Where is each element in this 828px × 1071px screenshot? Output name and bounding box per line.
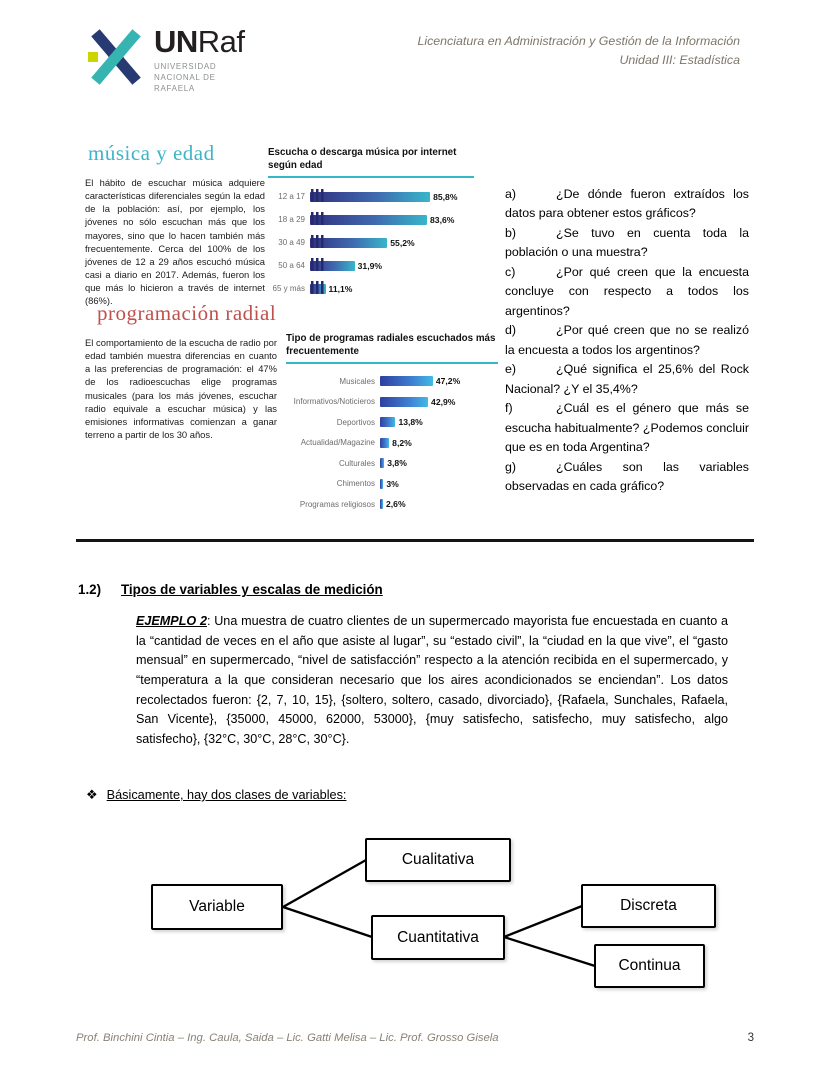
bar-row [268, 254, 474, 277]
diagram-box-cuantitativa: Cuantitativa [371, 915, 505, 960]
radio-section-heading: programación radial [97, 301, 277, 325]
bar-track [310, 284, 450, 294]
question-text: ¿Por qué creen que no se realizó la encuesta a todos los argentinos? [505, 323, 749, 357]
bar-category-label: Programas religiosos [299, 499, 375, 509]
ejemplo-label: EJEMPLO 2 [136, 614, 207, 628]
bar-row [268, 277, 474, 300]
bar-value-label: 47,2% [435, 376, 461, 387]
bar-track [380, 479, 492, 489]
bar-row [286, 474, 498, 495]
section-title: Tipos de variables y escalas de medición [121, 582, 383, 597]
ejemplo-2-paragraph [136, 612, 728, 749]
bar-track [380, 499, 492, 509]
music-chart-bars [268, 185, 474, 300]
diamond-bullet-icon: ❖ [86, 787, 98, 802]
course-name: Licenciatura en Administración y Gestión de la Información [417, 34, 740, 48]
logo-wordmark [154, 26, 245, 57]
question-item [505, 321, 749, 360]
bar-row [286, 433, 498, 454]
question-text: ¿Por qué creen que la encuesta concluye con respecto a todos los argentinos? [505, 264, 749, 318]
question-item [505, 185, 749, 224]
bar-track [380, 397, 492, 407]
logo-text-block [154, 26, 245, 94]
bar-row [286, 412, 498, 433]
bar [310, 192, 430, 202]
question-text: ¿Qué significa el 25,6% del Rock Nacional? ¿Y el 35,4%? [505, 362, 749, 396]
bar-track [380, 458, 492, 468]
unraf-logo-block [86, 26, 245, 94]
ejemplo-body: : Una muestra de cuatro clientes de un supermercado mayorista fue encuestada en cuanto a la “cantidad de veces en el año que asiste al lugar”, su “estado civil”, la “ciudad en la que vive”, el “gasto mensual” en supermercado, “nivel de satisfacción” respecto a la atención recibida en el supermercado, y “temperatura a la que consideran necesario que los aires acondicionados se enciendan”. Los datos recolectados fueron: {2, 7, 10, 15}, {soltero, soltero, casado, divorciado}, {Rafaela, Sunchales, Rafaela, San Vicente}, {35000, 45000, 62000, 53000}, {muy satisfecho, satisfecho, muy satisfecho, algo satisfecho}, {32°C, 30°C, 28°C, 30°C}. [136, 614, 728, 746]
bar-value-label: 2,6% [386, 499, 406, 510]
bar [310, 215, 427, 225]
diagram-box-cualitativa: Cualitativa [365, 838, 511, 882]
radio-chart-title: Tipo de programas radiales escuchados más frecuentemente [286, 333, 498, 364]
bar-track [310, 261, 450, 271]
bar-category-label: 12 a 17 [278, 192, 305, 202]
question-text: ¿Cuáles son las variables observadas en cada gráfico? [505, 459, 749, 494]
bar [310, 261, 355, 271]
questions-list [505, 185, 749, 497]
bar-category-label: Informativos/Noticieros [293, 397, 375, 407]
bar [380, 438, 389, 448]
bar-category-label: 65 y más [272, 284, 305, 294]
logo-subtitle-line: NACIONAL DE [154, 72, 216, 82]
logo-subtitle-line: UNIVERSIDAD [154, 62, 217, 71]
bar [380, 397, 428, 407]
question-text: ¿Cuál es el género que más se escucha habitualmente? ¿Podemos concluir que es en toda Argentina? [505, 401, 749, 455]
section-number: 1.2) [78, 582, 102, 597]
section-1-2-heading [78, 582, 383, 597]
question-letter: e) [505, 362, 517, 377]
bar-row [286, 453, 498, 474]
logo-wordmark-light: Raf [197, 24, 245, 59]
music-chart-title: Escucha o descarga música por internet según edad [268, 147, 474, 178]
diagram-box-variable: Variable [151, 884, 283, 930]
section-divider [76, 539, 754, 542]
bar [380, 376, 433, 386]
bar [310, 238, 387, 248]
question-letter: f) [505, 401, 513, 416]
question-text: ¿De dónde fueron extraídos los datos para obtener estos gráficos? [505, 187, 749, 221]
bar-value-label: 3,8% [387, 458, 407, 469]
header-course-info [417, 32, 740, 70]
question-item [505, 224, 749, 263]
bar-category-label: Culturales [338, 458, 375, 468]
bar-track [380, 438, 492, 448]
bar-track [380, 417, 492, 427]
bar-category-label: 50 a 64 [278, 261, 305, 271]
radio-programs-chart [286, 333, 498, 515]
page-number: 3 [747, 1032, 754, 1044]
logo-subtitle [154, 62, 245, 94]
question-letter: d) [505, 323, 517, 338]
bar-row [268, 231, 474, 254]
bar-value-label: 8,2% [392, 437, 412, 448]
bar-row [286, 371, 498, 392]
bar-value-label: 42,9% [431, 396, 456, 407]
bar-row [268, 208, 474, 231]
question-letter: a) [505, 187, 517, 201]
bar-row [268, 185, 474, 208]
bar-value-label: 3% [386, 478, 399, 489]
bar-category-label: Deportivos [336, 417, 375, 427]
bar-value-label: 11,1% [328, 283, 353, 294]
bar-value-label: 55,2% [390, 237, 415, 248]
unit-name: Unidad III: Estadística [619, 53, 740, 68]
bar-track [310, 214, 455, 225]
radio-section-paragraph: El comportamiento de la escucha de radio por edad también muestra diferencias en cuanto a las preferencias de programación: el 47% de los radioescuchas elige programas musicales (para los más jóvenes, escuchar radio equivale a escuchar música) y las emisiones informativas comienzan a ganar terreno a partir de los 30 años. [85, 337, 277, 441]
bar-row [286, 392, 498, 413]
bar [380, 458, 384, 468]
question-item [505, 399, 749, 457]
question-item [505, 360, 749, 399]
question-item [505, 458, 749, 497]
bar [380, 479, 383, 489]
bar-category-label: 30 a 49 [278, 238, 305, 248]
question-letter: g) [505, 459, 517, 474]
question-item [505, 263, 749, 321]
logo-subtitle-line: RAFAELA [154, 83, 195, 93]
bar-row [286, 494, 498, 515]
diagram-box-discreta: Discreta [581, 884, 716, 928]
question-letter: c) [505, 264, 516, 279]
music-age-chart [268, 147, 474, 300]
variables-bullet-line [86, 787, 346, 803]
bar-category-label: 18 a 29 [278, 215, 305, 225]
bar [310, 284, 326, 294]
unraf-logo-icon [86, 26, 146, 88]
bar-track [310, 238, 450, 248]
radio-chart-bars [286, 371, 498, 515]
bar-track [310, 191, 458, 202]
diagram-box-continua: Continua [594, 944, 705, 988]
bar [380, 499, 383, 509]
variables-heading-text: Básicamente, hay dos clases de variables: [106, 788, 347, 802]
logo-wordmark-bold: UN [154, 24, 198, 59]
bar-track [380, 376, 492, 386]
bar-category-label: Musicales [339, 376, 375, 386]
bar-value-label: 83,6% [430, 214, 455, 225]
bar-category-label: Actualidad/Magazine [300, 438, 375, 448]
question-letter: b) [505, 225, 517, 240]
variables-diagram [0, 830, 828, 1010]
bar [380, 417, 395, 427]
bar-value-label: 85,8% [433, 191, 458, 202]
music-section-paragraph: El hábito de escuchar música adquiere características diferenciales según la edad de la población: así, por ejemplo, los jóvenes no sólo escuchan más que los mayores, sino que lo hacen también más frecuentemente. Cerca del 100% de los jóvenes de 12 a 29 años escuchó música casi a diario en 2017. Además, fueron los que más lo hicieron a través de internet (86%). [85, 177, 265, 307]
question-text: ¿Se tuvo en cuenta toda la población o una muestra? [505, 225, 749, 260]
bar-category-label: Chimentos [336, 479, 375, 489]
music-section-heading: música y edad [88, 141, 215, 165]
bar-value-label: 31,9% [357, 260, 383, 271]
page-footer [76, 1032, 754, 1044]
footer-authors: Prof. Binchini Cintia – Ing. Caula, Saida – Lic. Gatti Melisa – Lic. Prof. Grosso Gisela [76, 1032, 499, 1044]
bar-value-label: 13,8% [398, 417, 423, 428]
